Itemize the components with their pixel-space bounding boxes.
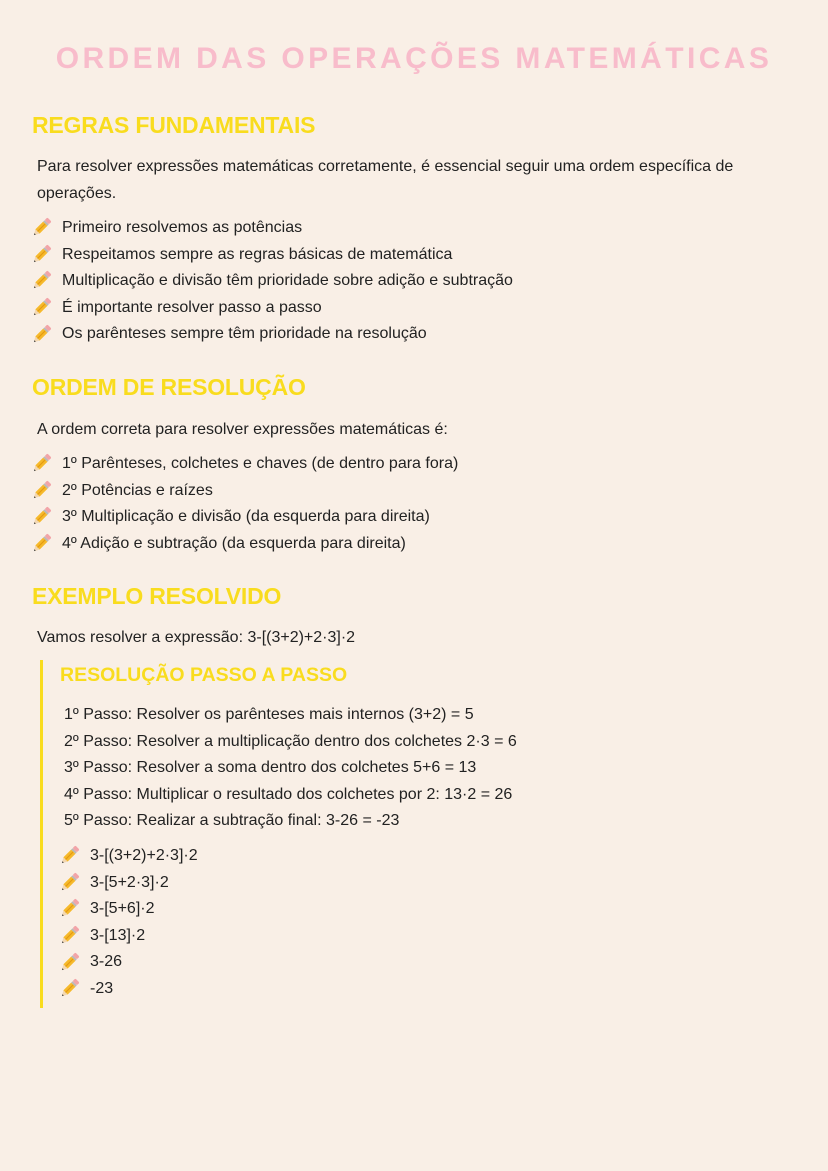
rules-list: [30, 215, 513, 348]
calculation-item: 3-26: [58, 949, 198, 976]
list-item: 4º Adição e subtração (da esquerda para direita): [30, 531, 458, 558]
step-item: 2º Passo: Resolver a multiplicação dentro dos colchetes 2·3 = 6: [64, 732, 517, 750]
list-item: Multiplicação e divisão têm prioridade sobre adição e subtração: [30, 268, 513, 295]
step-by-step-box: [40, 660, 743, 1008]
pencil-icon: [30, 244, 52, 266]
calculation-item: 3-[5+2·3]·2: [58, 870, 198, 897]
pencil-icon: [30, 297, 52, 319]
calculation-item: 3-[13]·2: [58, 923, 198, 950]
pencil-icon: [30, 480, 52, 502]
order-list: [30, 451, 458, 557]
box-heading: RESOLUÇÃO PASSO A PASSO: [60, 664, 348, 686]
pencil-icon: [58, 898, 80, 920]
calculation-list: [58, 843, 198, 1003]
pencil-icon: [30, 506, 52, 528]
example-intro: Vamos resolver a expressão: 3-[(3+2)+2·3]·2: [37, 629, 356, 646]
list-item: 2º Potências e raízes: [30, 478, 458, 505]
step-item: 4º Passo: Multiplicar o resultado dos colchetes por 2: 13·2 = 26: [64, 785, 513, 803]
pencil-icon: [30, 533, 52, 555]
pencil-icon: [30, 324, 52, 346]
pencil-icon: [58, 978, 80, 1000]
list-item: 3º Multiplicação e divisão (da esquerda para direita): [30, 504, 458, 531]
rules-intro: Para resolver expressões matemáticas corretamente, é essencial seguir uma ordem específica de operações.: [37, 158, 734, 202]
section-heading-order: ORDEM DE RESOLUÇÃO: [32, 374, 306, 400]
pencil-icon: [30, 453, 52, 475]
section-heading-example: EXEMPLO RESOLVIDO: [32, 583, 282, 609]
section-heading-rules: REGRAS FUNDAMENTAIS: [32, 112, 316, 138]
order-intro: A ordem correta para resolver expressões matemáticas é:: [37, 421, 448, 438]
calculation-item: -23: [58, 976, 198, 1003]
calculation-item: 3-[5+6]·2: [58, 896, 198, 923]
pencil-icon: [58, 952, 80, 974]
pencil-icon: [58, 845, 80, 867]
page-title: ORDEM DAS OPERAÇÕES MATEMÁTICAS: [55, 42, 773, 75]
steps-list: [64, 702, 517, 835]
list-item: 1º Parênteses, colchetes e chaves (de dentro para fora): [30, 451, 458, 478]
list-item: Primeiro resolvemos as potências: [30, 215, 513, 242]
list-item: Os parênteses sempre têm prioridade na resolução: [30, 321, 513, 348]
pencil-icon: [30, 217, 52, 239]
pencil-icon: [58, 872, 80, 894]
pencil-icon: [58, 925, 80, 947]
calculation-item: 3-[(3+2)+2·3]·2: [58, 843, 198, 870]
pencil-icon: [30, 270, 52, 292]
step-item: 3º Passo: Resolver a soma dentro dos colchetes 5+6 = 13: [64, 759, 477, 777]
step-item: 1º Passo: Resolver os parênteses mais internos (3+2) = 5: [64, 706, 474, 723]
list-item: É importante resolver passo a passo: [30, 295, 513, 322]
list-item: Respeitamos sempre as regras básicas de matemática: [30, 242, 513, 269]
step-item: 5º Passo: Realizar a subtração final: 3-26 = -23: [64, 812, 400, 830]
